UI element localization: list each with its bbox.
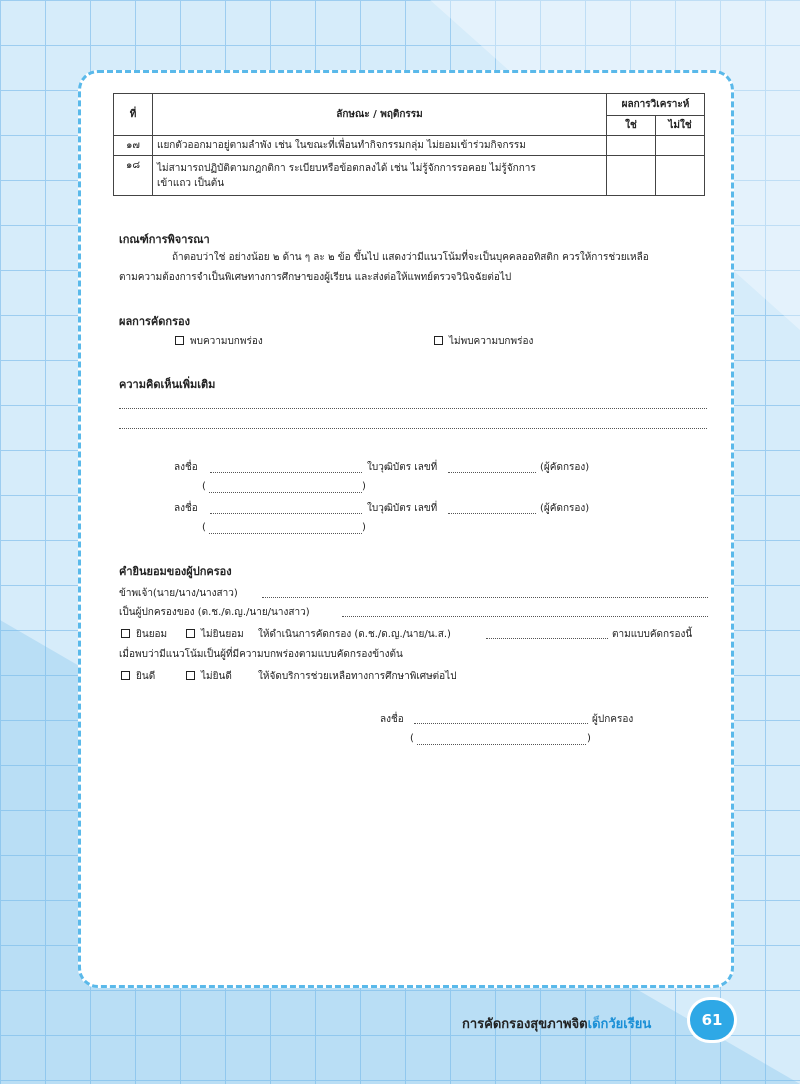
guardian-signature-line[interactable] xyxy=(414,723,588,724)
checkbox-willing[interactable] xyxy=(121,671,130,680)
option-found-label: พบความบกพร่อง xyxy=(190,336,263,347)
screener-label: (ผู้คัดกรอง) xyxy=(540,462,590,473)
parent-name-line[interactable] xyxy=(262,597,708,598)
row-text-cell xyxy=(153,156,607,196)
row-number: ๑๗ xyxy=(114,136,153,156)
license-label: ใบวุฒิบัตร เลขที่ xyxy=(367,503,438,514)
sign-label: ลงชื่อ xyxy=(380,714,404,725)
paren-open: ( xyxy=(202,522,206,533)
criteria-heading: เกณฑ์การพิจารณา xyxy=(119,233,210,246)
signature-line[interactable] xyxy=(210,472,362,473)
consent-guardian-label: เป็นผู้ปกครองของ (ด.ช./ด.ญ./นาย/นางสาว) xyxy=(119,607,310,618)
name-line[interactable] xyxy=(209,533,362,534)
header-no: ที่ xyxy=(114,94,153,136)
header-yes: ใช่ xyxy=(607,116,656,136)
yes-cell[interactable] xyxy=(607,136,656,156)
unwilling-option[interactable] xyxy=(186,669,232,684)
comment-line[interactable] xyxy=(119,408,707,409)
table-row xyxy=(114,156,705,196)
checkbox-not-found[interactable] xyxy=(434,336,443,345)
comment-line[interactable] xyxy=(119,428,707,429)
no-cell[interactable] xyxy=(656,136,705,156)
comments-heading: ความคิดเห็นเพิ่มเติม xyxy=(119,378,216,391)
license-label: ใบวุฒิบัตร เลขที่ xyxy=(367,462,438,473)
agree-option[interactable] xyxy=(121,627,167,642)
checkbox-unwilling[interactable] xyxy=(186,671,195,680)
row-number: ๑๘ xyxy=(114,156,153,196)
disagree-label: ไม่ยินยอม xyxy=(201,629,244,640)
option-not-found-label: ไม่พบความบกพร่อง xyxy=(449,336,534,347)
guardian-name-line[interactable] xyxy=(417,744,586,745)
consent-heading: คำยินยอมของผู้ปกครอง xyxy=(119,565,232,578)
criteria-line1: ถ้าตอบว่าใช่ อย่างน้อย ๒ ด้าน ๆ ละ ๒ ข้อ ขึ้นไป แสดงว่ามีแนวโน้มที่จะเป็นบุคคลออทิสติก ควรให้การช่วยเหลือ xyxy=(172,252,649,263)
header-behavior: ลักษณะ / พฤติกรรม xyxy=(153,94,607,136)
header-no-answer: ไม่ใช่ xyxy=(656,116,705,136)
child-name-line[interactable] xyxy=(342,616,708,617)
checkbox-agree[interactable] xyxy=(121,629,130,638)
agree-label: ยินยอม xyxy=(136,629,168,640)
guardian-label: ผู้ปกครอง xyxy=(592,714,634,725)
screened-child-line[interactable] xyxy=(486,638,608,639)
footer-title xyxy=(462,1013,651,1034)
page-card xyxy=(78,70,734,988)
no-cell[interactable] xyxy=(656,156,705,196)
checkbox-found[interactable] xyxy=(175,336,184,345)
name-line[interactable] xyxy=(209,492,362,493)
license-number-line[interactable] xyxy=(448,472,536,473)
signature-line[interactable] xyxy=(210,513,362,514)
paren-close: ) xyxy=(587,733,591,744)
row-text: แยกตัวออกมาอยู่ตามลำพัง เช่น ในขณะที่เพื่อนทำกิจกรรมกลุ่ม ไม่ยอมเข้าร่วมกิจกรรม xyxy=(153,136,607,156)
paren-close: ) xyxy=(362,481,366,492)
option-not-found[interactable] xyxy=(434,334,533,349)
unwilling-label: ไม่ยินดี xyxy=(201,671,232,682)
checkbox-disagree[interactable] xyxy=(186,629,195,638)
service-label: ให้จัดบริการช่วยเหลือทางการศึกษาพิเศษต่อไป xyxy=(258,671,457,682)
found-line: เมื่อพบว่ามีแนวโน้มเป็นผู้ที่มีความบกพร่องตามแบบคัดกรองข้างต้น xyxy=(119,649,403,660)
per-form-label: ตามแบบคัดกรองนี้ xyxy=(612,629,693,640)
paren-open: ( xyxy=(202,481,206,492)
paren-open: ( xyxy=(410,733,414,744)
footer-title-highlight: เด็กวัยเรียน xyxy=(587,1017,652,1032)
page-number: 61 xyxy=(690,1000,734,1040)
yes-cell[interactable] xyxy=(607,156,656,196)
screener-label: (ผู้คัดกรอง) xyxy=(540,503,590,514)
footer-title-main: การคัดกรองสุขภาพจิต xyxy=(462,1017,588,1032)
willing-label: ยินดี xyxy=(136,671,156,682)
header-result: ผลการวิเคราะห์ xyxy=(607,94,705,116)
criteria-line2: ตามความต้องการจำเป็นพิเศษทางการศึกษาของผู้เรียน และส่งต่อให้แพทย์ตรวจวินิจฉัยต่อไป xyxy=(119,272,512,283)
row-text-cont: เข้าแถว เป็นต้น xyxy=(157,177,225,189)
willing-option[interactable] xyxy=(121,669,155,684)
paren-close: ) xyxy=(362,522,366,533)
sign-label: ลงชื่อ xyxy=(174,462,198,473)
consent-me-label: ข้าพเจ้า(นาย/นาง/นางสาว) xyxy=(119,588,238,599)
sign-label: ลงชื่อ xyxy=(174,503,198,514)
behavior-table xyxy=(113,93,705,196)
row-text: ไม่สามารถปฏิบัติตามกฎกติกา ระเบียบหรือข้อตกลงได้ เช่น ไม่รู้จักการรอคอย ไม่รู้จักการ xyxy=(157,162,536,174)
disagree-option[interactable] xyxy=(186,627,244,642)
screening-heading: ผลการคัดกรอง xyxy=(119,315,190,328)
license-number-line[interactable] xyxy=(448,513,536,514)
table-row xyxy=(114,136,705,156)
conduct-label: ให้ดำเนินการคัดกรอง (ด.ช./ด.ญ./นาย/น.ส.) xyxy=(258,629,451,640)
option-found[interactable] xyxy=(175,334,263,349)
